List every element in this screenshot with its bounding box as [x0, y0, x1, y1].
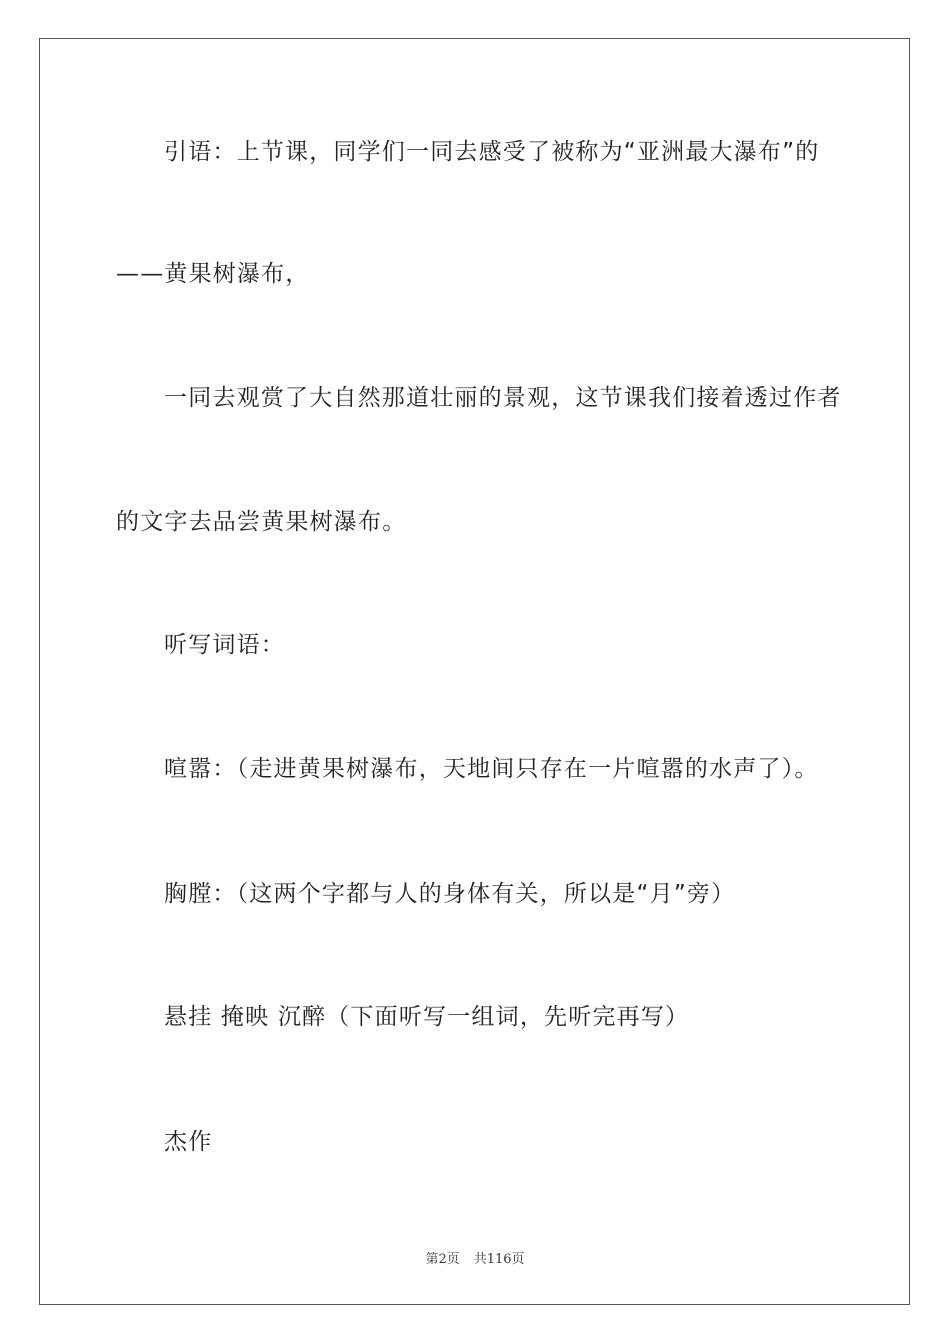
page-footer — [0, 1248, 950, 1267]
vocab-line-2: 胸膛：（这两个字都与人的身体有关，所以是“月”旁） — [164, 881, 736, 907]
page-total: 共116页 — [473, 1252, 525, 1267]
paragraph-line-4: 的文字去品尝黄果树瀑布。 — [116, 509, 407, 535]
vocab-line-1: 喧嚣：（走进黄果树瀑布，天地间只存在一片喧嚣的水声了）。 — [164, 756, 819, 782]
vocab-line-3: 悬挂 掩映 沉醉（下面听写一组词，先听完再写） — [164, 1004, 690, 1030]
vocab-line-4: 杰作 — [164, 1129, 213, 1155]
page-number: 第2页 — [425, 1252, 460, 1267]
section-heading: 听写词语： — [164, 632, 285, 658]
page-border — [39, 38, 910, 1305]
paragraph-line-3: 一同去观赏了大自然那道壮丽的景观，这节课我们接着透过作者 — [164, 385, 842, 411]
paragraph-line-1: 引语：上节课，同学们一同去感受了被称为“亚洲最大瀑布”的 — [164, 139, 820, 165]
paragraph-line-2: ——黄果树瀑布， — [116, 261, 310, 287]
